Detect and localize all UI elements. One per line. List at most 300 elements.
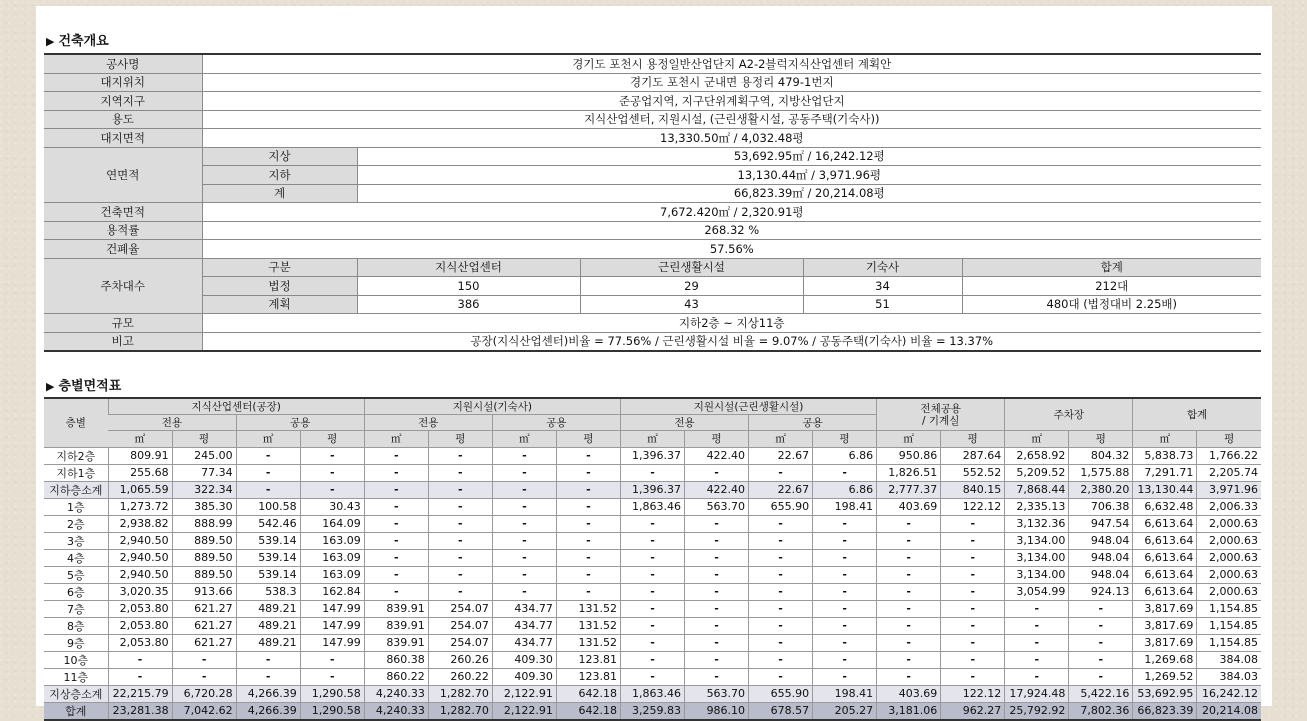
unit-pyeong-header: 평 (172, 431, 236, 447)
table-cell: 1,575.88 (1069, 464, 1133, 481)
table-cell: 23,281.38 (108, 702, 172, 720)
table-cell: - (236, 668, 300, 685)
floor-label: 5층 (44, 566, 108, 583)
floor-label: 11층 (44, 668, 108, 685)
table-cell: 860.38 (364, 651, 428, 668)
floor-label: 3층 (44, 532, 108, 549)
table-cell: - (108, 668, 172, 685)
document-page (36, 6, 1272, 718)
table-cell: 888.99 (172, 515, 236, 532)
table-cell: 1,154.85 (1197, 600, 1261, 617)
table-cell: - (685, 583, 749, 600)
table-cell: 2,658.92 (1005, 447, 1069, 464)
table-cell: - (813, 532, 877, 549)
table-cell: 6,613.64 (1133, 515, 1197, 532)
floor-label: 지상층소계 (44, 685, 108, 702)
parking-cell: 386 (357, 295, 580, 314)
table-cell: 7,868.44 (1005, 481, 1069, 498)
table-cell: - (749, 651, 813, 668)
table-cell: - (1069, 600, 1133, 617)
table-cell: 1,863.46 (620, 498, 684, 515)
table-cell: 164.09 (300, 515, 364, 532)
table-cell: - (620, 617, 684, 634)
table-cell: - (300, 651, 364, 668)
table-cell: - (364, 498, 428, 515)
table-cell: 205.27 (813, 702, 877, 720)
table-cell: - (813, 464, 877, 481)
floor-label: 10층 (44, 651, 108, 668)
table-cell: 1,065.59 (108, 481, 172, 498)
table-cell: 3,817.69 (1133, 634, 1197, 651)
table-cell: 131.52 (556, 600, 620, 617)
overview-value: 57.56% (202, 240, 1261, 259)
table-cell: 4,240.33 (364, 702, 428, 720)
table-cell: - (749, 617, 813, 634)
group-header: 지원시설(근린생활시설) (620, 398, 876, 415)
table-cell: 2,053.80 (108, 634, 172, 651)
table-cell: 147.99 (300, 600, 364, 617)
table-cell: 2,938.82 (108, 515, 172, 532)
overview-row-gfa-above (44, 147, 1261, 166)
parking-header-row (44, 258, 1261, 277)
table-cell: - (556, 566, 620, 583)
subtotal-row (44, 481, 1261, 498)
overview-value: 경기도 포천시 용정일반산업단지 A2-2블럭지식산업센터 계획안 (202, 54, 1261, 73)
floor-label: 2층 (44, 515, 108, 532)
floors-title-text: 층별면적표 (58, 379, 122, 394)
table-cell: - (364, 464, 428, 481)
parking-cell: 34 (803, 277, 962, 296)
table-cell: 13,130.44 (1133, 481, 1197, 498)
table-cell: 2,777.37 (877, 481, 941, 498)
table-row (44, 549, 1261, 566)
table-cell: 642.18 (556, 702, 620, 720)
table-cell: 2,000.63 (1197, 532, 1261, 549)
subgroup-header: 공용 (236, 415, 364, 431)
table-cell: 839.91 (364, 634, 428, 651)
overview-value: 13,130.44㎡ / 3,971.96평 (357, 166, 1261, 185)
table-cell: 962.27 (941, 702, 1005, 720)
table-cell: 539.14 (236, 549, 300, 566)
table-cell: - (813, 566, 877, 583)
table-cell: 2,122.91 (492, 702, 556, 720)
common-header-line2: / 기계실 (922, 414, 960, 427)
table-cell: 6,613.64 (1133, 583, 1197, 600)
table-cell: - (877, 668, 941, 685)
table-cell: 409.30 (492, 651, 556, 668)
table-cell: 22.67 (749, 447, 813, 464)
table-cell: 66,823.39 (1133, 702, 1197, 720)
table-cell: 22,215.79 (108, 685, 172, 702)
table-cell: - (749, 464, 813, 481)
table-cell: - (813, 515, 877, 532)
table-cell: - (877, 651, 941, 668)
table-cell: 489.21 (236, 617, 300, 634)
parking-cell: 480대 (법정대비 2.25배) (962, 295, 1261, 314)
table-cell: 621.27 (172, 634, 236, 651)
table-cell: 6,613.64 (1133, 532, 1197, 549)
table-cell: 2,940.50 (108, 532, 172, 549)
overview-sublabel: 지하 (202, 166, 357, 185)
table-cell: - (749, 600, 813, 617)
overview-row-gfa-below (44, 166, 1261, 185)
table-cell: 1,154.85 (1197, 617, 1261, 634)
table-cell: - (620, 566, 684, 583)
table-cell: 7,042.62 (172, 702, 236, 720)
table-cell: 489.21 (236, 634, 300, 651)
table-cell: 4,240.33 (364, 685, 428, 702)
group-header: 지원시설(기숙사) (364, 398, 620, 415)
table-row (44, 583, 1261, 600)
table-cell: 434.77 (492, 600, 556, 617)
table-cell: 860.22 (364, 668, 428, 685)
table-cell: - (749, 668, 813, 685)
overview-label: 용적률 (44, 221, 202, 240)
table-cell: - (749, 515, 813, 532)
subgroup-header: 전용 (108, 415, 236, 431)
table-cell: 6.86 (813, 481, 877, 498)
table-cell: - (492, 464, 556, 481)
table-cell: - (300, 464, 364, 481)
table-cell: 1,269.52 (1133, 668, 1197, 685)
table-cell: - (492, 566, 556, 583)
table-cell: 4,266.39 (236, 702, 300, 720)
table-cell: 840.15 (941, 481, 1005, 498)
table-cell: - (813, 634, 877, 651)
table-cell: 1,396.37 (620, 447, 684, 464)
overview-value: 지식산업센터, 지원시설, (근린생활시설, 공동주택(기숙사)) (202, 110, 1261, 129)
overview-label: 주차대수 (44, 258, 202, 314)
table-cell: 254.07 (428, 634, 492, 651)
table-cell: 254.07 (428, 600, 492, 617)
table-cell: 804.32 (1069, 447, 1133, 464)
floors-section-title (46, 375, 121, 394)
overview-value: 준공업지역, 지구단위계획구역, 지방산업단지 (202, 92, 1261, 111)
table-cell: - (1005, 634, 1069, 651)
overview-value: 7,672.420㎡ / 2,320.91평 (202, 203, 1261, 222)
table-cell: - (685, 549, 749, 566)
table-cell: - (428, 481, 492, 498)
parking-cell: 법정 (202, 277, 357, 296)
unit-pyeong-header: 평 (813, 431, 877, 447)
table-cell: 122.12 (941, 498, 1005, 515)
table-cell: 948.04 (1069, 532, 1133, 549)
table-cell: 2,940.50 (108, 549, 172, 566)
table-cell: 403.69 (877, 685, 941, 702)
table-cell: - (749, 549, 813, 566)
overview-row-project-name (44, 54, 1261, 73)
table-cell: - (941, 600, 1005, 617)
table-cell: - (364, 566, 428, 583)
table-cell: 642.18 (556, 685, 620, 702)
table-cell: - (685, 651, 749, 668)
table-cell: 889.50 (172, 566, 236, 583)
unit-pyeong-header: 평 (1197, 431, 1261, 447)
table-cell: - (300, 481, 364, 498)
table-cell: - (236, 481, 300, 498)
table-cell: - (428, 447, 492, 464)
table-cell: - (813, 617, 877, 634)
overview-label: 대지면적 (44, 129, 202, 148)
table-cell: 422.40 (685, 447, 749, 464)
table-cell: 3,134.00 (1005, 532, 1069, 549)
table-cell: 123.81 (556, 668, 620, 685)
table-row (44, 515, 1261, 532)
table-cell: 131.52 (556, 617, 620, 634)
table-cell: 2,000.63 (1197, 549, 1261, 566)
table-cell: 260.22 (428, 668, 492, 685)
table-cell: 706.38 (1069, 498, 1133, 515)
table-row (44, 668, 1261, 685)
overview-row-scale (44, 314, 1261, 333)
table-cell: 678.57 (749, 702, 813, 720)
overview-label: 건축면적 (44, 203, 202, 222)
overview-row-zoning (44, 92, 1261, 111)
table-cell: 6,613.64 (1133, 549, 1197, 566)
table-cell: - (236, 651, 300, 668)
total-row (44, 702, 1261, 720)
table-cell: 255.68 (108, 464, 172, 481)
table-cell: 621.27 (172, 617, 236, 634)
table-cell: - (941, 668, 1005, 685)
table-row (44, 600, 1261, 617)
floor-label: 지하층소계 (44, 481, 108, 498)
table-cell: 385.30 (172, 498, 236, 515)
table-cell: - (1069, 617, 1133, 634)
table-cell: 123.81 (556, 651, 620, 668)
table-row (44, 498, 1261, 515)
table-cell: - (1069, 668, 1133, 685)
table-cell: - (300, 668, 364, 685)
table-cell: 542.46 (236, 515, 300, 532)
table-cell: 403.69 (877, 498, 941, 515)
table-cell: - (941, 634, 1005, 651)
overview-row-bcr (44, 240, 1261, 259)
table-cell: 30.43 (300, 498, 364, 515)
table-cell: 198.41 (813, 498, 877, 515)
overview-row-use (44, 110, 1261, 129)
table-cell: 3,817.69 (1133, 600, 1197, 617)
overview-value: 공장(지식산업센터)비율 = 77.56% / 근린생활시설 비율 = 9.07% / 공동주택(기숙사) 비율 = 13.37% (202, 332, 1261, 351)
table-cell: 322.34 (172, 481, 236, 498)
table-cell: 2,205.74 (1197, 464, 1261, 481)
table-cell: 22.67 (749, 481, 813, 498)
table-cell: - (749, 532, 813, 549)
overview-value: 268.32 % (202, 221, 1261, 240)
table-row (44, 617, 1261, 634)
table-cell: 889.50 (172, 532, 236, 549)
table-cell: - (556, 532, 620, 549)
floor-label: 합계 (44, 702, 108, 720)
table-cell: 7,291.71 (1133, 464, 1197, 481)
table-cell: 2,053.80 (108, 600, 172, 617)
floors-header-row-1 (44, 398, 1261, 415)
floor-label: 1층 (44, 498, 108, 515)
table-cell: 1,396.37 (620, 481, 684, 498)
overview-value: 13,330.50㎡ / 4,032.48평 (202, 129, 1261, 148)
table-cell: 254.07 (428, 617, 492, 634)
parking-cell: 계획 (202, 295, 357, 314)
parking-cell: 43 (580, 295, 803, 314)
table-cell: 20,214.08 (1197, 702, 1261, 720)
table-cell: - (492, 532, 556, 549)
table-cell: 809.91 (108, 447, 172, 464)
floors-unit-row (44, 431, 1261, 447)
table-cell: 2,006.33 (1197, 498, 1261, 515)
table-cell: 16,242.12 (1197, 685, 1261, 702)
unit-pyeong-header: 평 (1069, 431, 1133, 447)
table-cell: 147.99 (300, 634, 364, 651)
overview-value: 53,692.95㎡ / 16,242.12평 (357, 147, 1261, 166)
table-cell: 489.21 (236, 600, 300, 617)
table-row (44, 447, 1261, 464)
table-cell: 384.03 (1197, 668, 1261, 685)
table-cell: - (428, 583, 492, 600)
parking-header: 합계 (962, 258, 1261, 277)
table-cell: 563.70 (685, 685, 749, 702)
unit-pyeong-header: 평 (685, 431, 749, 447)
table-cell: - (877, 600, 941, 617)
table-cell: 950.86 (877, 447, 941, 464)
table-cell: - (941, 532, 1005, 549)
table-cell: - (364, 481, 428, 498)
table-cell: 384.08 (1197, 651, 1261, 668)
table-cell: 2,380.20 (1069, 481, 1133, 498)
table-cell: - (1005, 668, 1069, 685)
unit-sqm-header: ㎡ (364, 431, 428, 447)
table-cell: - (236, 447, 300, 464)
table-row (44, 651, 1261, 668)
table-cell: 434.77 (492, 617, 556, 634)
floor-header: 층별 (44, 398, 108, 447)
table-cell: - (428, 464, 492, 481)
table-cell: - (364, 447, 428, 464)
parking-cell: 150 (357, 277, 580, 296)
table-cell: 122.12 (941, 685, 1005, 702)
table-cell: - (556, 583, 620, 600)
floor-label: 7층 (44, 600, 108, 617)
table-cell: 3,132.36 (1005, 515, 1069, 532)
unit-sqm-header: ㎡ (1005, 431, 1069, 447)
unit-pyeong-header: 평 (941, 431, 1005, 447)
floor-label: 4층 (44, 549, 108, 566)
table-cell: - (492, 498, 556, 515)
overview-table (44, 53, 1261, 352)
overview-row-site-area (44, 129, 1261, 148)
table-cell: - (428, 549, 492, 566)
table-cell: - (685, 617, 749, 634)
table-cell: 409.30 (492, 668, 556, 685)
floor-table-body (44, 447, 1261, 720)
table-cell: - (941, 651, 1005, 668)
parking-cell: 212대 (962, 277, 1261, 296)
table-cell: - (685, 600, 749, 617)
table-cell: 1,290.58 (300, 702, 364, 720)
table-cell: 198.41 (813, 685, 877, 702)
table-cell: - (685, 668, 749, 685)
table-cell: - (172, 668, 236, 685)
table-cell: - (300, 447, 364, 464)
table-cell: 131.52 (556, 634, 620, 651)
table-cell: - (685, 566, 749, 583)
table-cell: - (813, 600, 877, 617)
table-cell: - (620, 515, 684, 532)
table-cell: 3,181.06 (877, 702, 941, 720)
table-cell: 434.77 (492, 634, 556, 651)
unit-sqm-header: ㎡ (108, 431, 172, 447)
overview-value: 66,823.39㎡ / 20,214.08평 (357, 184, 1261, 203)
table-cell: - (877, 634, 941, 651)
table-cell: 17,924.48 (1005, 685, 1069, 702)
table-cell: 3,134.00 (1005, 549, 1069, 566)
overview-row-site-location (44, 73, 1261, 92)
table-cell: 1,290.58 (300, 685, 364, 702)
table-cell: - (492, 447, 556, 464)
table-cell: - (620, 634, 684, 651)
unit-sqm-header: ㎡ (620, 431, 684, 447)
table-cell: 162.84 (300, 583, 364, 600)
subtotal-row (44, 685, 1261, 702)
table-row (44, 566, 1261, 583)
table-cell: 6.86 (813, 447, 877, 464)
table-cell: - (364, 583, 428, 600)
parking-cell: 29 (580, 277, 803, 296)
table-cell: 53,692.95 (1133, 685, 1197, 702)
table-cell: 913.66 (172, 583, 236, 600)
overview-label: 대지위치 (44, 73, 202, 92)
table-cell: - (492, 549, 556, 566)
table-cell: 1,273.72 (108, 498, 172, 515)
table-cell: 539.14 (236, 566, 300, 583)
table-cell: 563.70 (685, 498, 749, 515)
table-cell: 5,209.52 (1005, 464, 1069, 481)
table-cell: - (1069, 634, 1133, 651)
triangle-bullet-icon: ▶ (46, 380, 55, 393)
table-cell: - (172, 651, 236, 668)
table-cell: 5,422.16 (1069, 685, 1133, 702)
table-cell: 6,632.48 (1133, 498, 1197, 515)
table-cell: 2,053.80 (108, 617, 172, 634)
table-cell: - (877, 549, 941, 566)
table-cell: - (364, 515, 428, 532)
group-header: 합계 (1133, 398, 1261, 431)
unit-pyeong-header: 평 (300, 431, 364, 447)
parking-header: 지식산업센터 (357, 258, 580, 277)
table-cell: - (877, 583, 941, 600)
table-cell: 25,792.92 (1005, 702, 1069, 720)
floor-area-table (44, 397, 1261, 721)
floor-label: 8층 (44, 617, 108, 634)
table-cell: - (685, 515, 749, 532)
table-cell: - (685, 532, 749, 549)
table-row (44, 634, 1261, 651)
table-cell: - (941, 566, 1005, 583)
overview-label: 용도 (44, 110, 202, 129)
table-cell: - (492, 481, 556, 498)
group-header (877, 398, 1005, 431)
table-cell: - (556, 447, 620, 464)
overview-row-building-area (44, 203, 1261, 222)
table-cell: - (813, 668, 877, 685)
table-cell: 1,154.85 (1197, 634, 1261, 651)
table-cell: - (877, 617, 941, 634)
table-cell: - (620, 600, 684, 617)
overview-row-far (44, 221, 1261, 240)
table-cell: 655.90 (749, 498, 813, 515)
overview-section-title (46, 30, 109, 49)
table-cell: 1,269.68 (1133, 651, 1197, 668)
subgroup-header: 공용 (749, 415, 877, 431)
